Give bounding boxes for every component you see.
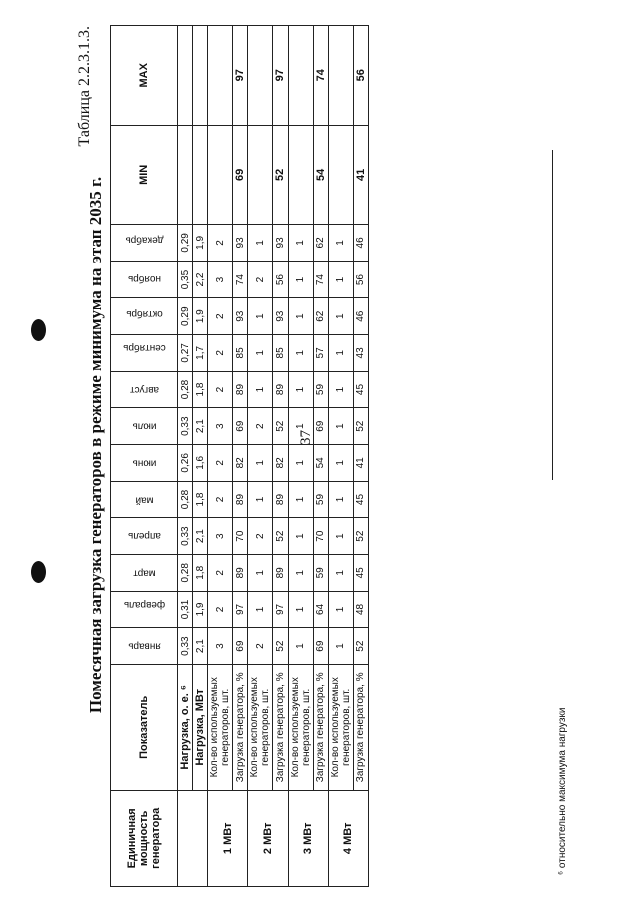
- value-cell: 0,28: [178, 481, 193, 518]
- value-cell: 54: [313, 445, 328, 482]
- value-cell: 2: [248, 408, 273, 445]
- value-cell: 0,28: [178, 371, 193, 408]
- value-cell: 82: [233, 445, 248, 482]
- table-row: [178, 26, 193, 887]
- value-cell: 1: [288, 628, 313, 665]
- max-cell: [248, 26, 273, 126]
- min-cell: [208, 125, 233, 225]
- value-cell: 2: [208, 481, 233, 518]
- table-row: [208, 26, 233, 887]
- max-cell: [208, 26, 233, 126]
- value-cell: 2,1: [193, 408, 208, 445]
- value-cell: 1: [328, 298, 353, 335]
- value-cell: 52: [353, 408, 368, 445]
- value-cell: 2: [208, 445, 233, 482]
- value-cell: 2: [208, 298, 233, 335]
- footnote: ⁶ относительно максимума нагрузки: [557, 707, 568, 875]
- value-cell: 0,33: [178, 518, 193, 555]
- value-cell: 45: [353, 481, 368, 518]
- value-cell: 1,7: [193, 335, 208, 372]
- min-cell: [193, 125, 208, 225]
- value-cell: 2: [208, 225, 233, 262]
- value-cell: 0,29: [178, 225, 193, 262]
- header-month: июнь: [111, 445, 178, 482]
- value-cell: 43: [353, 335, 368, 372]
- value-cell: 64: [313, 591, 328, 628]
- min-cell: 52: [273, 125, 288, 225]
- table-header-row: [111, 26, 178, 887]
- value-cell: 1,6: [193, 445, 208, 482]
- value-cell: 1: [328, 518, 353, 555]
- value-cell: 1: [328, 225, 353, 262]
- value-cell: 48: [353, 591, 368, 628]
- table-row: [288, 26, 313, 887]
- value-cell: 89: [273, 481, 288, 518]
- indicator-label: Загрузка генератора, %: [233, 664, 248, 790]
- value-cell: 1: [248, 445, 273, 482]
- max-cell: 97: [273, 26, 288, 126]
- value-cell: 45: [353, 554, 368, 591]
- value-cell: 2: [248, 628, 273, 665]
- value-cell: 1: [328, 371, 353, 408]
- value-cell: 74: [313, 261, 328, 298]
- value-cell: 1,9: [193, 225, 208, 262]
- value-cell: 97: [233, 591, 248, 628]
- value-cell: 0,29: [178, 298, 193, 335]
- value-cell: 93: [233, 298, 248, 335]
- header-unit: Единичная мощность генератора: [111, 790, 178, 886]
- value-cell: 1: [288, 445, 313, 482]
- value-cell: 2: [208, 335, 233, 372]
- value-cell: 1: [288, 591, 313, 628]
- value-cell: 1: [288, 554, 313, 591]
- value-cell: 0,28: [178, 554, 193, 591]
- value-cell: 1: [248, 335, 273, 372]
- value-cell: 56: [273, 261, 288, 298]
- indicator-label: Кол-во используемых генераторов, шт.: [208, 664, 233, 790]
- value-cell: 2: [208, 554, 233, 591]
- value-cell: 1: [288, 298, 313, 335]
- unit-power-cell: 3 МВт: [288, 790, 328, 886]
- min-cell: [288, 125, 313, 225]
- indicator-label: Загрузка генератора, %: [353, 664, 368, 790]
- value-cell: 52: [353, 628, 368, 665]
- max-cell: [193, 26, 208, 126]
- indicator-label: Нагрузка, МВт: [193, 664, 208, 790]
- value-cell: 1: [248, 591, 273, 628]
- value-cell: 82: [273, 445, 288, 482]
- indicator-label: Кол-во используемых генераторов, шт.: [328, 664, 353, 790]
- value-cell: 85: [233, 335, 248, 372]
- table-row: [193, 26, 208, 887]
- table-row: [233, 26, 248, 887]
- max-cell: 97: [233, 26, 248, 126]
- value-cell: 45: [353, 371, 368, 408]
- value-cell: 3: [208, 628, 233, 665]
- generator-load-table: [110, 25, 369, 887]
- blank-cell: [178, 790, 208, 886]
- value-cell: 1: [248, 554, 273, 591]
- header-month: январь: [111, 628, 178, 665]
- value-cell: 69: [233, 408, 248, 445]
- unit-power-cell: 4 МВт: [328, 790, 368, 886]
- table-row: [328, 26, 353, 887]
- unit-power-cell: 1 МВт: [208, 790, 248, 886]
- value-cell: 3: [208, 261, 233, 298]
- table-title: Помесячная загрузка генераторов в режиме минимума на этап 2035 г.: [86, 176, 105, 714]
- value-cell: 1,9: [193, 298, 208, 335]
- value-cell: 2: [208, 591, 233, 628]
- header-month: май: [111, 481, 178, 518]
- indicator-label: Загрузка генератора, %: [273, 664, 288, 790]
- table-body: [178, 26, 369, 887]
- value-cell: 97: [273, 591, 288, 628]
- value-cell: 1: [328, 481, 353, 518]
- header-month: декабрь: [111, 225, 178, 262]
- value-cell: 3: [208, 408, 233, 445]
- value-cell: 0,27: [178, 335, 193, 372]
- header-month: октябрь: [111, 298, 178, 335]
- value-cell: 46: [353, 298, 368, 335]
- value-cell: 69: [313, 408, 328, 445]
- header-month: март: [111, 554, 178, 591]
- value-cell: 89: [273, 554, 288, 591]
- header-month: февраль: [111, 591, 178, 628]
- max-cell: 56: [353, 26, 368, 126]
- value-cell: 52: [273, 408, 288, 445]
- value-cell: 62: [313, 298, 328, 335]
- value-cell: 2,1: [193, 628, 208, 665]
- header-max: MAX: [111, 26, 178, 126]
- min-cell: [328, 125, 353, 225]
- min-cell: [248, 125, 273, 225]
- value-cell: 2: [208, 371, 233, 408]
- table-row: [273, 26, 288, 887]
- max-cell: [178, 26, 193, 126]
- value-cell: 89: [233, 481, 248, 518]
- header-month: ноябрь: [111, 261, 178, 298]
- value-cell: 1: [288, 518, 313, 555]
- value-cell: 1: [328, 408, 353, 445]
- value-cell: 46: [353, 225, 368, 262]
- value-cell: 0,26: [178, 445, 193, 482]
- page-number: 37: [298, 430, 314, 445]
- indicator-label: Кол-во используемых генераторов, шт.: [288, 664, 313, 790]
- value-cell: 1: [328, 591, 353, 628]
- value-cell: 1: [248, 371, 273, 408]
- max-cell: 74: [313, 26, 328, 126]
- value-cell: 70: [313, 518, 328, 555]
- value-cell: 89: [273, 371, 288, 408]
- indicator-label: Загрузка генератора, %: [313, 664, 328, 790]
- value-cell: 1: [288, 335, 313, 372]
- min-cell: 69: [233, 125, 248, 225]
- value-cell: 59: [313, 481, 328, 518]
- value-cell: 59: [313, 371, 328, 408]
- value-cell: 89: [233, 554, 248, 591]
- value-cell: 85: [273, 335, 288, 372]
- value-cell: 93: [233, 225, 248, 262]
- value-cell: 56: [353, 261, 368, 298]
- value-cell: 1: [248, 298, 273, 335]
- value-cell: 1: [328, 628, 353, 665]
- table-row: [248, 26, 273, 887]
- value-cell: 1,9: [193, 591, 208, 628]
- header-month: сентябрь: [111, 335, 178, 372]
- value-cell: 1: [288, 481, 313, 518]
- value-cell: 3: [208, 518, 233, 555]
- value-cell: 70: [233, 518, 248, 555]
- value-cell: 93: [273, 225, 288, 262]
- value-cell: 59: [313, 554, 328, 591]
- indicator-label: Нагрузка, о. е. ⁶: [178, 664, 193, 790]
- max-cell: [328, 26, 353, 126]
- value-cell: 1: [328, 445, 353, 482]
- value-cell: 1: [328, 261, 353, 298]
- value-cell: 2: [248, 261, 273, 298]
- value-cell: 1: [288, 225, 313, 262]
- value-cell: 1,8: [193, 554, 208, 591]
- value-cell: 93: [273, 298, 288, 335]
- min-cell: [178, 125, 193, 225]
- value-cell: 0,31: [178, 591, 193, 628]
- value-cell: 41: [353, 445, 368, 482]
- value-cell: 2,2: [193, 261, 208, 298]
- header-month: апрель: [111, 518, 178, 555]
- value-cell: 1,8: [193, 371, 208, 408]
- value-cell: 2,1: [193, 518, 208, 555]
- header-month: июль: [111, 408, 178, 445]
- value-cell: 1: [328, 335, 353, 372]
- value-cell: 69: [313, 628, 328, 665]
- value-cell: 1: [288, 371, 313, 408]
- table-row: [313, 26, 328, 887]
- footnote-separator: [552, 150, 553, 480]
- value-cell: 0,33: [178, 628, 193, 665]
- max-cell: [288, 26, 313, 126]
- table-row: [353, 26, 368, 887]
- value-cell: 52: [273, 628, 288, 665]
- value-cell: 1: [248, 225, 273, 262]
- value-cell: 2: [248, 518, 273, 555]
- min-cell: 54: [313, 125, 328, 225]
- value-cell: 0,33: [178, 408, 193, 445]
- value-cell: 74: [233, 261, 248, 298]
- header-min: MIN: [111, 125, 178, 225]
- value-cell: 57: [313, 335, 328, 372]
- value-cell: 1: [328, 554, 353, 591]
- value-cell: 89: [233, 371, 248, 408]
- value-cell: 62: [313, 225, 328, 262]
- value-cell: 1,8: [193, 481, 208, 518]
- table-caption: Таблица 2.2.3.1.3.: [76, 26, 93, 147]
- value-cell: 1: [288, 408, 313, 445]
- unit-power-cell: 2 МВт: [248, 790, 288, 886]
- value-cell: 0,35: [178, 261, 193, 298]
- value-cell: 52: [273, 518, 288, 555]
- min-cell: 41: [353, 125, 368, 225]
- header-month: август: [111, 371, 178, 408]
- value-cell: 52: [353, 518, 368, 555]
- value-cell: 1: [248, 481, 273, 518]
- value-cell: 69: [233, 628, 248, 665]
- indicator-label: Кол-во используемых генераторов, шт.: [248, 664, 273, 790]
- header-indicator: Показатель: [111, 664, 178, 790]
- value-cell: 1: [288, 261, 313, 298]
